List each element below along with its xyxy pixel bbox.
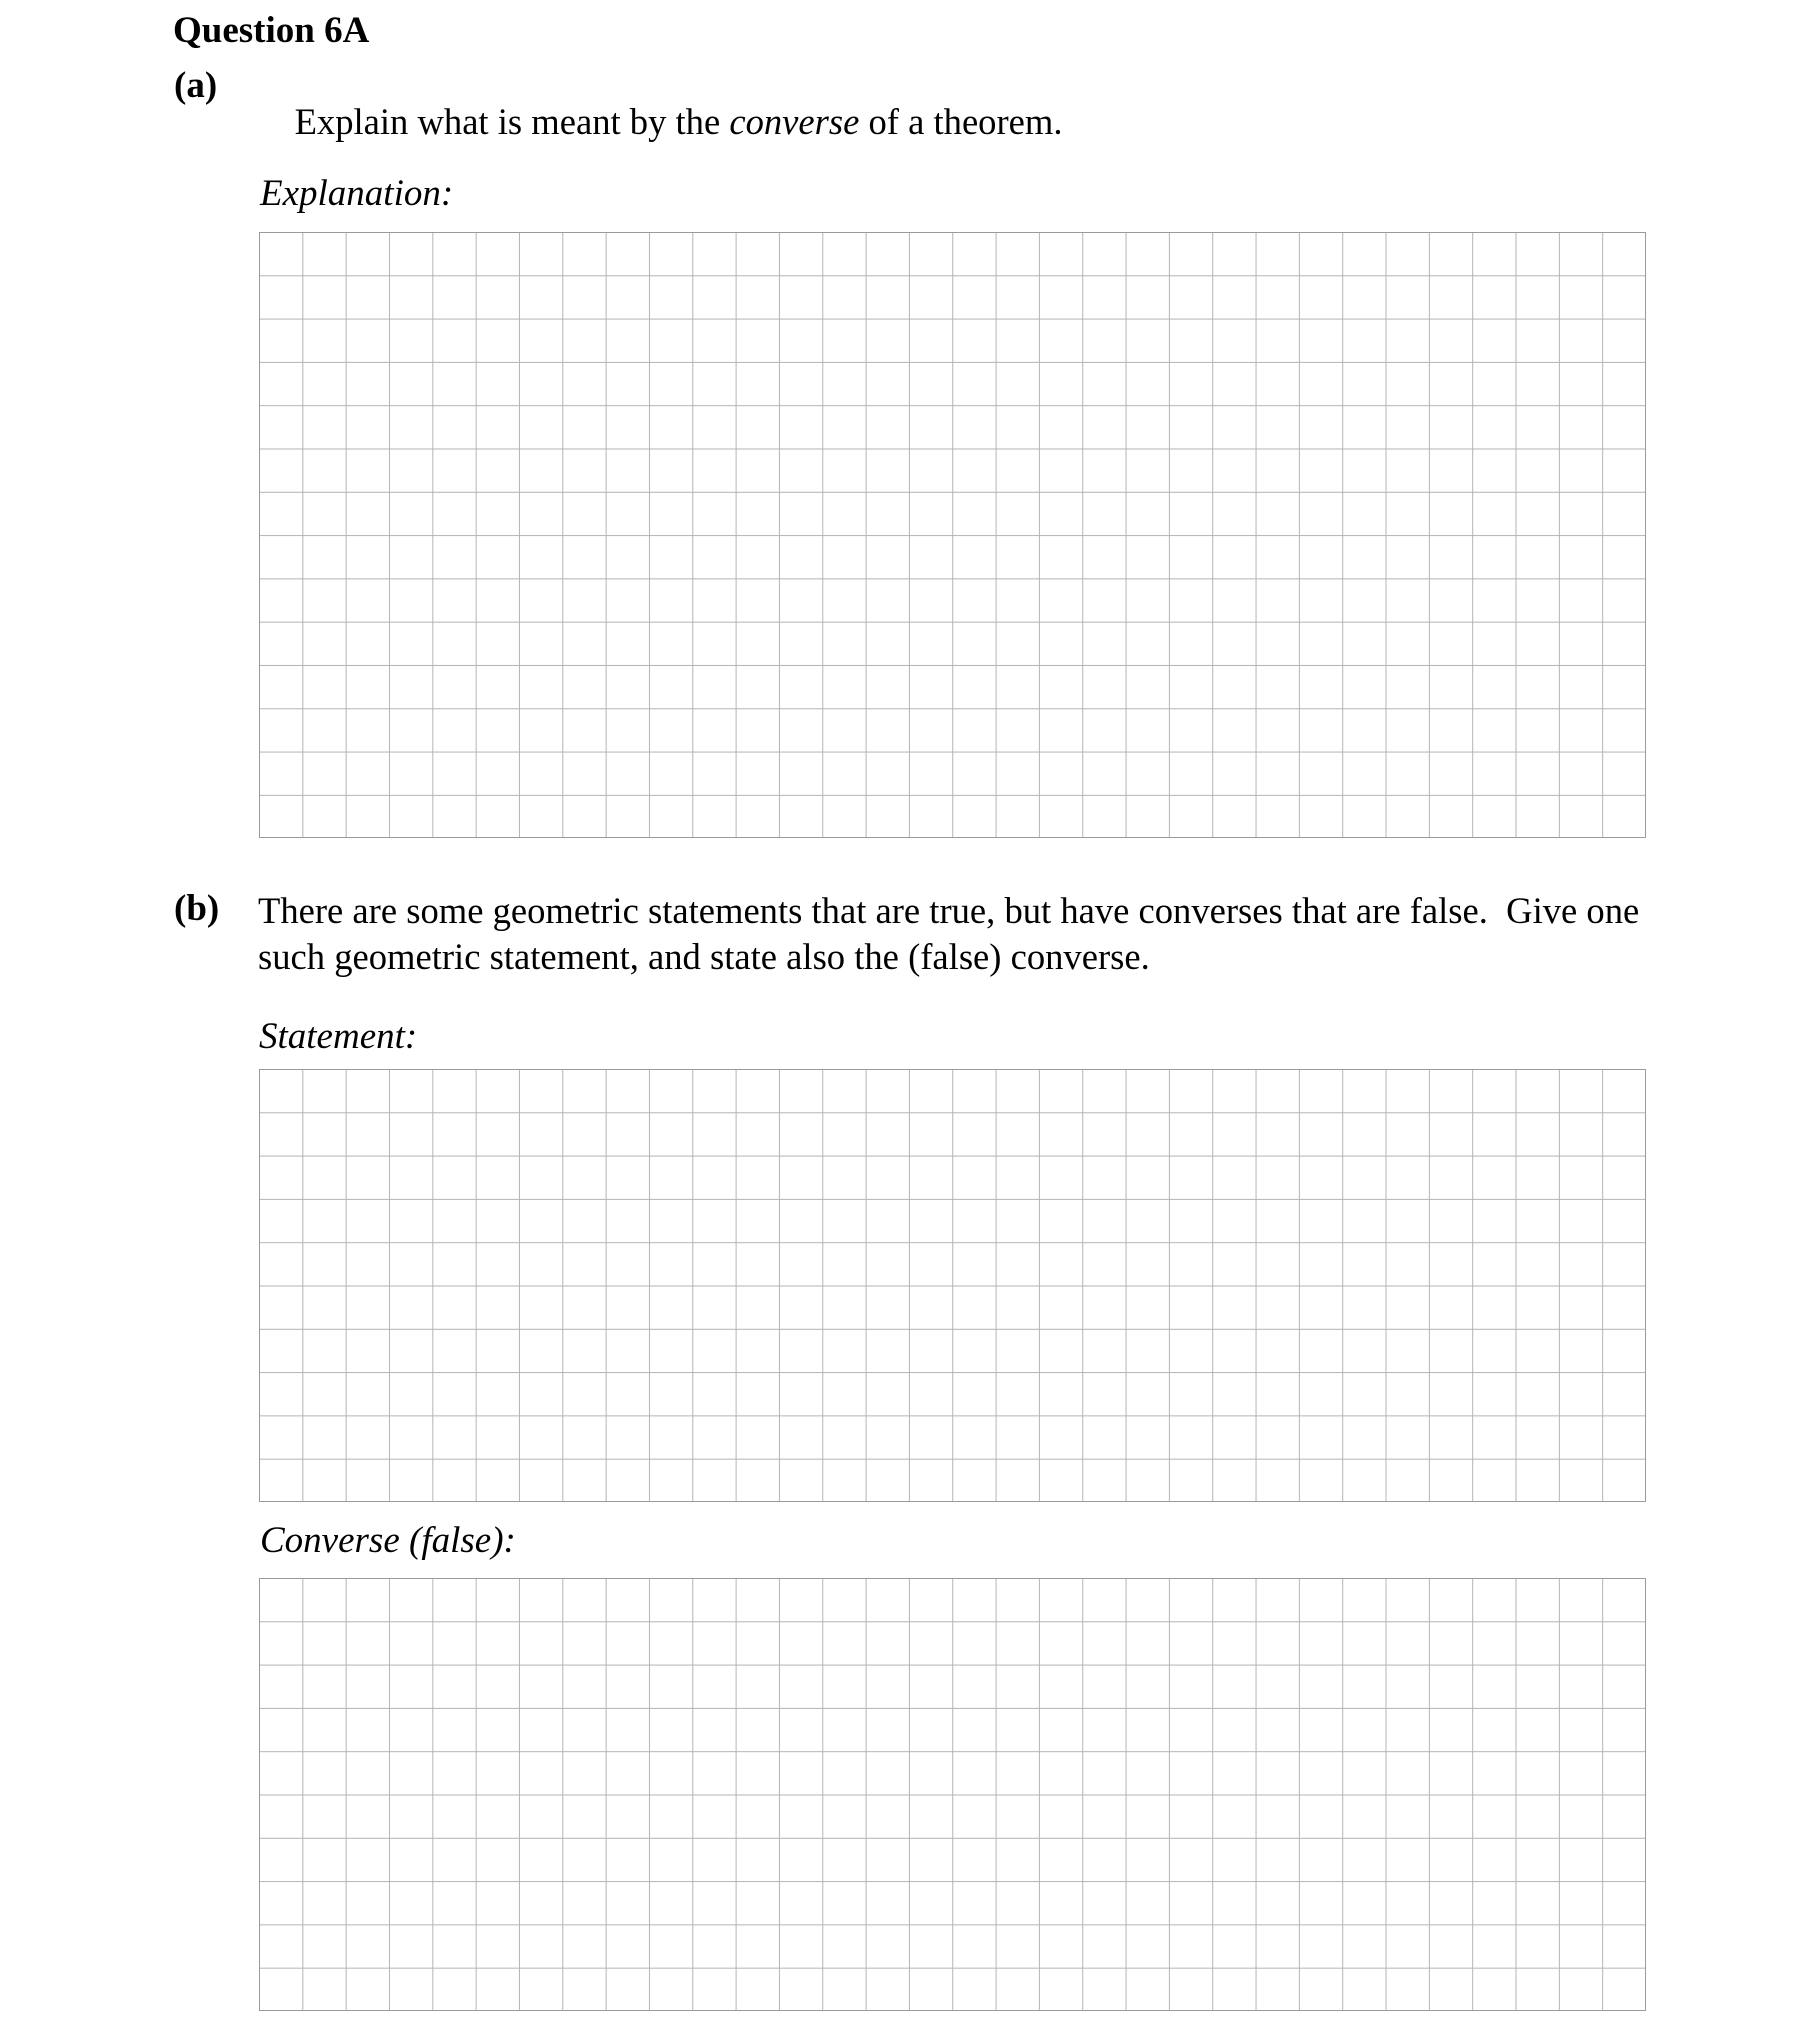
part-b-prompt-line-2: such geometric statement, and state also the (false) converse.	[258, 936, 1150, 977]
part-a-prompt	[258, 67, 1063, 177]
part-a-label: (a)	[174, 65, 218, 106]
explanation-answer-grid[interactable]	[259, 232, 1646, 838]
part-a-prompt-italic-word: converse	[729, 100, 860, 142]
part-b-label: (b)	[174, 888, 220, 929]
explanation-label: Explanation:	[260, 173, 454, 214]
part-b-prompt-line-1: There are some geometric statements that are true, but have converses that are false. Give one	[258, 890, 1640, 931]
question-title: Question 6A	[173, 10, 370, 51]
converse-answer-grid[interactable]	[259, 1578, 1646, 2011]
part-b-prompt	[258, 888, 1639, 980]
part-a-prompt-suffix: of a theorem.	[859, 100, 1063, 142]
statement-answer-grid[interactable]	[259, 1069, 1646, 1502]
statement-label: Statement:	[259, 1016, 418, 1057]
converse-label: Converse (false):	[260, 1520, 516, 1561]
part-a-prompt-prefix: Explain what is meant by the	[294, 100, 730, 142]
